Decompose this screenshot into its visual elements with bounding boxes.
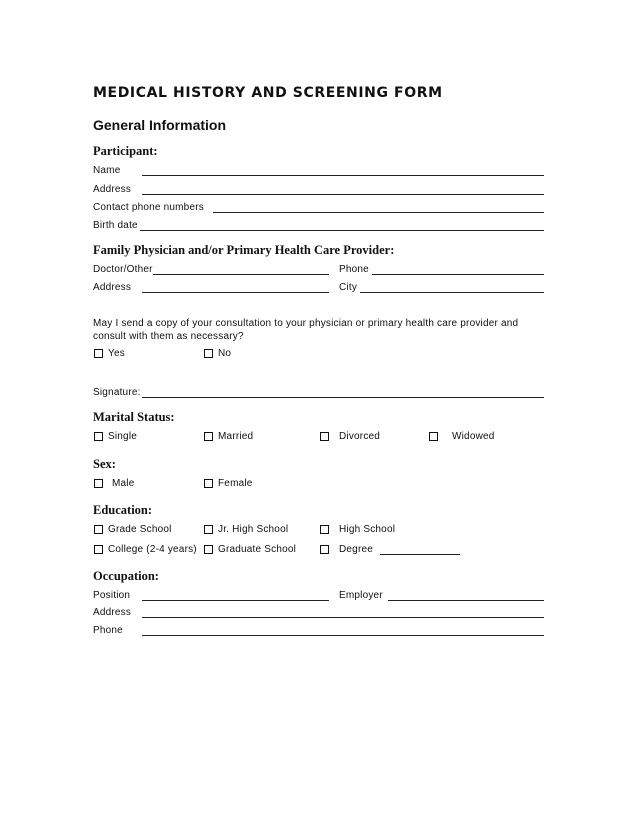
single-checkbox[interactable] [94,432,103,441]
birth-date-field[interactable] [140,230,544,231]
divorced-label: Divorced [339,431,381,442]
widowed-label: Widowed [452,431,495,442]
physician-address-label: Address [93,282,132,293]
graduate-school-checkbox[interactable] [204,545,213,554]
high-school-label: High School [339,524,396,535]
yes-label: Yes [108,348,125,359]
college-checkbox[interactable] [94,545,103,554]
degree-checkbox[interactable] [320,545,329,554]
grade-school-checkbox[interactable] [94,525,103,534]
education-heading: Education: [93,503,153,517]
physician-phone-label: Phone [339,264,369,275]
married-label: Married [218,431,254,442]
college-label: College (2-4 years) [108,544,197,555]
address-label: Address [93,184,132,195]
form-title: MEDICAL HISTORY AND SCREENING FORM [93,85,443,101]
name-field[interactable] [142,175,544,176]
female-checkbox[interactable] [204,479,213,488]
divorced-checkbox[interactable] [320,432,329,441]
signature-field[interactable] [142,397,544,398]
grade-school-label: Grade School [108,524,172,535]
physician-phone-field[interactable] [372,274,544,275]
sex-heading: Sex: [93,457,116,471]
high-school-checkbox[interactable] [320,525,329,534]
married-checkbox[interactable] [204,432,213,441]
marital-status-heading: Marital Status: [93,410,175,424]
female-label: Female [218,478,253,489]
city-field[interactable] [360,292,544,293]
employer-label: Employer [339,590,383,601]
position-label: Position [93,590,131,601]
employer-field[interactable] [388,600,544,601]
physician-heading: Family Physician and/or Primary Health Care Provider: [93,243,395,257]
contact-phone-field[interactable] [213,212,544,213]
address-field[interactable] [142,194,544,195]
occupation-address-label: Address [93,607,132,618]
name-label: Name [93,165,121,176]
degree-label: Degree [339,544,373,555]
male-label: Male [112,478,135,489]
contact-phone-label: Contact phone numbers [93,202,204,213]
occupation-phone-field[interactable] [142,635,544,636]
consent-question-line2: consult with them as necessary? [93,331,244,342]
yes-checkbox[interactable] [94,349,103,358]
occupation-phone-label: Phone [93,625,123,636]
jr-high-checkbox[interactable] [204,525,213,534]
occupation-address-field[interactable] [142,617,544,618]
no-label: No [218,348,232,359]
single-label: Single [108,431,137,442]
birth-date-label: Birth date [93,220,138,231]
widowed-checkbox[interactable] [429,432,438,441]
city-label: City [339,282,358,293]
physician-address-field[interactable] [142,292,329,293]
occupation-heading: Occupation: [93,569,159,583]
no-checkbox[interactable] [204,349,213,358]
consent-question-line1: May I send a copy of your consultation to your physician or primary health care provider and [93,318,519,329]
participant-heading: Participant: [93,144,158,158]
graduate-school-label: Graduate School [218,544,297,555]
doctor-field[interactable] [153,274,329,275]
doctor-label: Doctor/Other [93,264,153,275]
section-general-information: General Information [93,117,227,133]
male-checkbox[interactable] [94,479,103,488]
degree-field[interactable] [380,554,460,555]
signature-label: Signature: [93,387,141,398]
position-field[interactable] [142,600,329,601]
jr-high-label: Jr. High School [218,524,289,535]
